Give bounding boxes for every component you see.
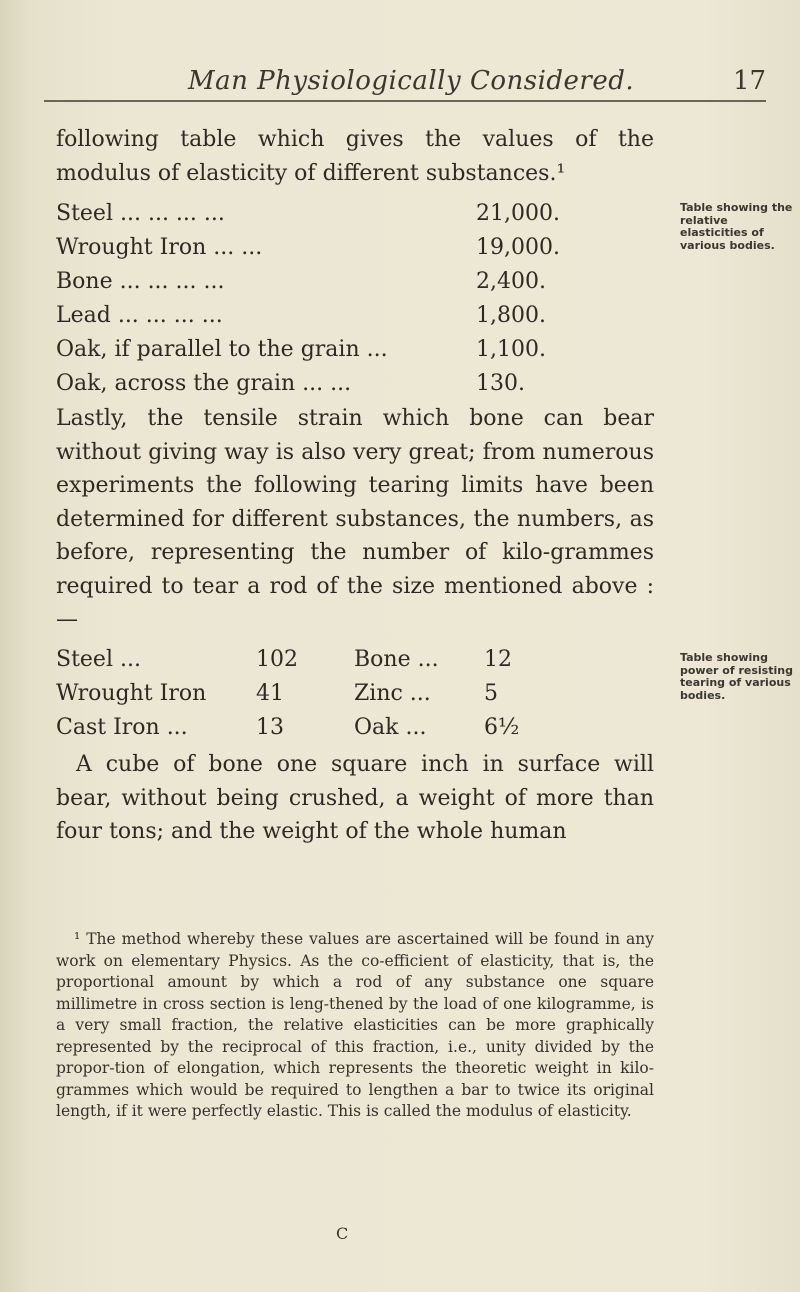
table-row	[56, 643, 616, 677]
substance-name: Zinc ...	[354, 681, 431, 706]
substance-name: Lead ... ... ... ...	[56, 303, 223, 328]
tearing-value: 12	[484, 647, 512, 672]
table-row	[56, 367, 616, 401]
footnote: ¹ The method whereby these values are ascertained will be found in any work on elementary Physics. As the co-efficient of elasticity, that is, the proportional amount by which a rod of any substance one square millimetre in cross section is leng-thened by the load of one kilogramme, is a very small fraction, the relative elasticities can be more graphically represented by the reciprocal of this fraction, i.e., unity divided by the propor-tion of elongation, which represents the theoretic weight in kilo-grammes which would be required to lengthen a bar to twice its original length, if it were perfectly elastic. This is called the modulus of elasticity.	[56, 930, 654, 1120]
running-title: Man Physiologically Considered.	[188, 66, 635, 96]
margin-note-tearing: Table showing power of resisting tearing of various bodies.	[680, 651, 793, 702]
tearing-table	[56, 643, 616, 745]
tearing-value: 13	[256, 715, 284, 740]
paragraph-tensile: Lastly, the tensile strain which bone can bear without giving way is also very great; from numerous experiments the following tearing limits have been determined for different substances, the numbers, as before, representing the number of kilo-grammes required to tear a rod of the size mentioned above :—	[56, 406, 654, 632]
tearing-value: 6½	[484, 715, 520, 740]
tearing-value: 41	[256, 681, 284, 706]
signature-mark: C	[336, 1224, 349, 1243]
paragraph-bone-cube: A cube of bone one square inch in surface will bear, without being crushed, a weight of more than four tons; and the weight of the whole human	[56, 752, 654, 844]
table-row	[56, 299, 616, 333]
modulus-value: 2,400.	[476, 269, 546, 294]
substance-name: Oak, across the grain ... ...	[56, 371, 352, 396]
header-rule	[44, 100, 766, 102]
tearing-value: 5	[484, 681, 498, 706]
substance-name: Wrought Iron	[56, 681, 207, 706]
table-row	[56, 711, 616, 745]
paragraph-intro: following table which gives the values of the modulus of elasticity of different substances.¹	[56, 127, 654, 186]
substance-name: Steel ... ... ... ...	[56, 201, 225, 226]
table-row	[56, 197, 616, 231]
margin-note-elasticity: Table showing the relative elasticities of various bodies.	[680, 201, 793, 252]
modulus-value: 130.	[476, 371, 525, 396]
table-row	[56, 677, 616, 711]
substance-name: Wrought Iron ... ...	[56, 235, 263, 260]
modulus-value: 21,000.	[476, 201, 560, 226]
substance-name: Oak ...	[354, 715, 427, 740]
modulus-value: 19,000.	[476, 235, 560, 260]
table-row	[56, 333, 616, 367]
table-row	[56, 265, 616, 299]
substance-name: Bone ... ... ... ...	[56, 269, 225, 294]
substance-name: Oak, if parallel to the grain ...	[56, 337, 388, 362]
modulus-value: 1,100.	[476, 337, 546, 362]
table-row	[56, 231, 616, 265]
elasticity-table	[56, 197, 616, 401]
substance-name: Bone ...	[354, 647, 439, 672]
substance-name: Cast Iron ...	[56, 715, 188, 740]
modulus-value: 1,800.	[476, 303, 546, 328]
substance-name: Steel ...	[56, 647, 141, 672]
page-number: 17	[733, 66, 767, 96]
tearing-value: 102	[256, 647, 298, 672]
